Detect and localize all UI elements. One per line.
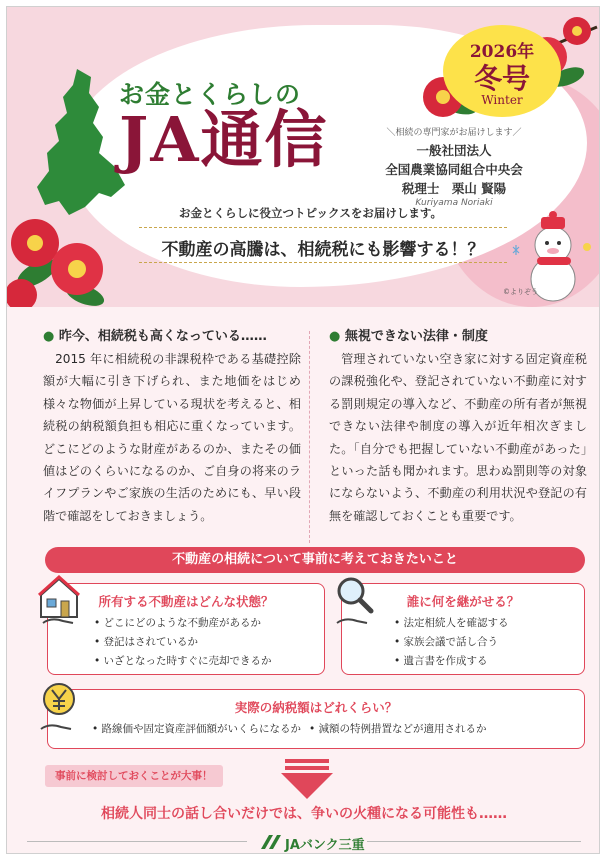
copyright: ©よりぞう [503, 288, 538, 296]
magnifier-icon [333, 573, 375, 629]
expert-info [359, 125, 549, 208]
header [7, 7, 600, 307]
card-title: 実際の納税額はどれくらい？ [234, 700, 398, 715]
column-right [329, 325, 587, 527]
season-name: 冬号 [473, 62, 530, 95]
season-year: 2026年 [469, 42, 535, 62]
footer-logo-text: JAバンク三重 [285, 838, 365, 853]
arrow-down-icon [277, 759, 337, 801]
list-item: • いざとなった時すぐに売却できるか [94, 652, 272, 671]
yen-coin-icon [37, 681, 81, 735]
list-item: • 路線価や固定資産評価額がいくらになるか [92, 720, 301, 739]
newsletter-title: JA通信 [119, 103, 329, 176]
column-heading: ● 昨今、相続税も高くなっている…… [43, 329, 267, 344]
section-title: 不動産の相続について事前に考えておきたいこと [45, 547, 585, 573]
newsletter-page [6, 6, 600, 854]
headline: 不動産の高騰は、相続税にも影響する！？ [161, 240, 485, 260]
card-who-inherits [341, 583, 585, 675]
expert-roman: Kuriyama Noriaki [415, 198, 493, 208]
card-items [94, 614, 272, 671]
headline-box [139, 227, 507, 263]
list-item: • 法定相続人を確認する [394, 614, 509, 633]
list-item: • 遺言書を作成する [394, 652, 509, 671]
camellia-flowers-icon [7, 203, 117, 307]
list-item: • 登記はされているか [94, 633, 272, 652]
house-icon [37, 573, 81, 629]
expert-name: 税理士 栗山 賢陽 [401, 181, 507, 196]
column-text: 管理されていない空き家に対する固定資産税の課税強化や、登記されていない不動産に対する罰則規定の導入など、不動産の所有者が無視できない法律や制度の導入が近年相次ぎました。「自分でも把握していない不動産があった」といった話も聞かれます。思わぬ罰則等の対象にならないよう、不動産の利用状況や登記の有無を確認しておくことも重要です。 [329, 352, 587, 523]
column-divider [309, 331, 310, 543]
tagline: お金とくらしに役立つトピックスをお届けします。 [179, 206, 443, 220]
column-text: 2015 年に相続税の非課税枠である基礎控除額が大幅に引き下げられ、また地価をはじめ様々な物価が上昇している現状を考えると、相続税の納税額負担も相応に重くなっています。どこにどのような財産があるのか、またその価値はどのくらいになるのか、ご自身の将来のライフプランやご家族の生活のためにも、早い段階で確認をしておきましょう。 [43, 352, 301, 523]
ja-logo-icon [259, 833, 283, 851]
card-items [92, 720, 487, 739]
expert-lead: ＼相続の専門家がお届けします／ [386, 128, 522, 138]
season-badge [443, 25, 561, 117]
card-tax-amount [47, 689, 585, 749]
note-tag: 事前に検討しておくことが大事！ [45, 765, 223, 787]
card-title: 誰に何を継がせる？ [406, 594, 520, 609]
list-item: • 減額の特例措置などが適用されるか [309, 720, 487, 739]
card-property-status [47, 583, 325, 675]
bottom-line: 相続人同士の話し合いだけでは、争いの火種になる可能性も…… [101, 806, 507, 822]
title-small: お金とくらしの [119, 80, 302, 109]
ja-bank-logo [255, 831, 365, 853]
column-heading: ● 無視できない法律・制度 [329, 329, 488, 344]
season-en: Winter [481, 93, 523, 107]
footer [7, 829, 600, 854]
list-item: • 家族会議で話し合う [394, 633, 509, 652]
expert-org1: 一般社団法人 [416, 143, 492, 158]
list-item: • どこにどのような不動産があるか [94, 614, 272, 633]
card-title: 所有する不動産はどんな状態？ [98, 594, 274, 609]
column-left [43, 325, 301, 527]
expert-org2: 全国農業協同組合中央会 [385, 162, 523, 177]
card-items [394, 614, 509, 671]
